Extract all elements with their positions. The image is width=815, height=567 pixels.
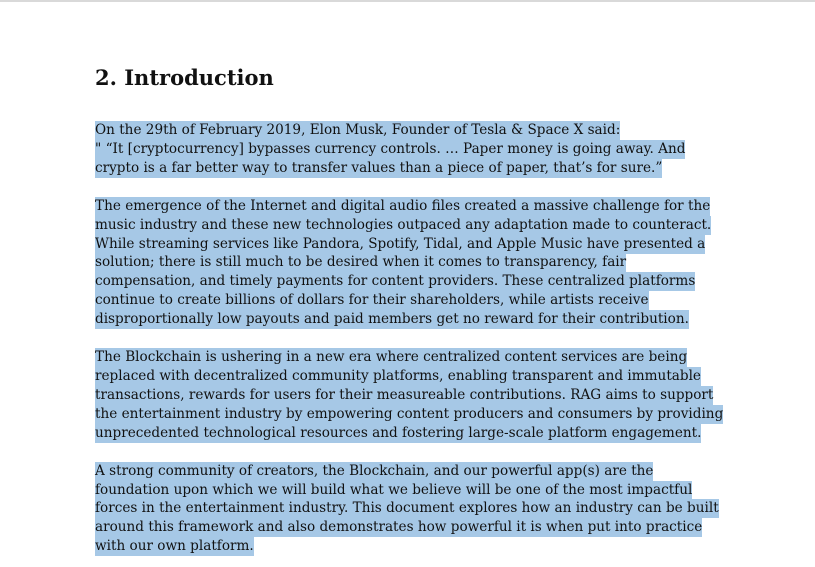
text-line[interactable]: continue to create billions of dollars for their shareholders, while artists receive xyxy=(95,292,649,309)
text-line[interactable]: " “It [cryptocurrency] bypasses currency controls. … Paper money is going away. And xyxy=(95,140,686,157)
text-line[interactable]: around this framework and also demonstrates how powerful it is when put into practice xyxy=(95,519,703,536)
paragraph-community[interactable] xyxy=(95,462,735,557)
text-line[interactable]: forces in the entertainment industry. This document explores how an industry can be built xyxy=(95,500,719,517)
text-line[interactable]: music industry and these new technologies outpaced any adaptation made to counteract. xyxy=(95,216,712,233)
paragraph-quote[interactable] xyxy=(95,121,735,178)
text-line[interactable]: crypto is a far better way to transfer values than a piece of paper, that’s for sure.” xyxy=(95,159,663,176)
section-heading: 2. Introduction xyxy=(95,65,274,90)
page-top-border xyxy=(0,0,815,2)
text-line[interactable]: On the 29th of February 2019, Elon Musk, Founder of Tesla & Space X said: xyxy=(95,122,621,138)
text-line[interactable]: The emergence of the Internet and digital audio files created a massive challenge for the xyxy=(95,197,711,214)
paragraph-internet[interactable] xyxy=(95,197,735,329)
text-line[interactable]: While streaming services like Pandora, Spotify, Tidal, and Apple Music have presented a xyxy=(95,235,706,252)
text-line[interactable]: with our own platform. xyxy=(95,538,254,555)
text-line[interactable]: solution; there is still much to be desired when it comes to transparency, fair xyxy=(95,254,627,271)
text-line[interactable]: The Blockchain is ushering in a new era where centralized content services are being xyxy=(95,349,688,366)
text-line[interactable]: transactions, rewards for users for their measureable contributions. RAG aims to support xyxy=(95,386,714,403)
text-line[interactable]: unprecedented technological resources and fostering large-scale platform engagement. xyxy=(95,424,702,441)
text-line[interactable]: disproportionally low payouts and paid members get no reward for their contribution. xyxy=(95,311,689,328)
text-line[interactable]: foundation upon which we will build what we believe will be one of the most impactful xyxy=(95,481,693,498)
text-line[interactable]: compensation, and timely payments for content providers. These centralized platforms xyxy=(95,273,696,290)
text-line[interactable]: A strong community of creators, the Blockchain, and our powerful app(s) are the xyxy=(95,462,654,479)
text-line[interactable]: the entertainment industry by empowering content producers and consumers by providing xyxy=(95,405,724,422)
text-line[interactable]: replaced with decentralized community platforms, enabling transparent and immutable xyxy=(95,367,701,384)
paragraph-blockchain[interactable] xyxy=(95,348,735,443)
document-page xyxy=(95,62,735,556)
